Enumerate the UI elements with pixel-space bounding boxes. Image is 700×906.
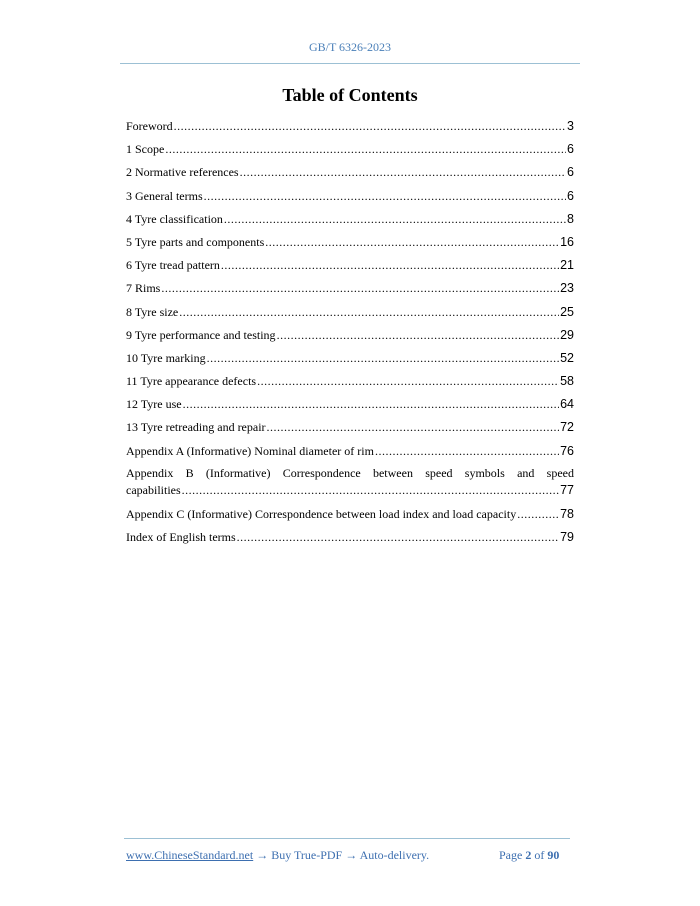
toc-entry[interactable] (126, 140, 574, 163)
toc-leader-dots (265, 233, 559, 251)
toc-entry-page: 79 (560, 530, 574, 544)
toc-entry-page: 64 (560, 397, 574, 412)
toc-entry[interactable] (126, 528, 574, 551)
toc-entry[interactable] (126, 210, 574, 233)
toc-entry-label: Appendix A (Informative) Nominal diameter of rim (126, 443, 374, 458)
toc-leader-dots (257, 372, 559, 390)
toc-leader-dots (161, 279, 559, 297)
toc-entry-label: 12 Tyre use (126, 397, 182, 412)
toc-entry-label: 2 Normative references (126, 165, 239, 180)
toc-leader-dots (237, 528, 559, 546)
buy-pdf-link[interactable]: Buy True-PDF (271, 848, 343, 862)
toc-entry[interactable] (126, 326, 574, 349)
toc-entry-label: 9 Tyre performance and testing (126, 327, 276, 342)
toc-leader-dots (204, 187, 566, 205)
toc-entry-label: 4 Tyre classification (126, 211, 223, 226)
toc-leader-dots (375, 442, 559, 460)
toc-entry[interactable] (126, 303, 574, 326)
toc-entry-page: 78 (560, 506, 574, 521)
toc-entry-label: Appendix C (Informative) Correspondence between load index and load capacity (126, 506, 517, 521)
page-title: Table of Contents (282, 85, 418, 105)
toc-entry-page: 72 (560, 420, 574, 435)
toc-entry-label: 11 Tyre appearance defects (126, 374, 257, 389)
toc-leader-dots (179, 303, 559, 321)
toc-entry-label: 8 Tyre size (126, 304, 179, 319)
toc-entry-page: 58 (560, 374, 574, 389)
page-of-word: of (534, 848, 545, 862)
toc-entry-label: 13 Tyre retreading and repair (126, 420, 266, 435)
toc-leader-dots (240, 163, 566, 181)
toc-entry-continuation (126, 482, 574, 499)
toc-entry[interactable] (126, 372, 574, 395)
toc-entry-page: 3 (567, 119, 574, 133)
toc-entry-page: 23 (560, 281, 574, 296)
toc-entry[interactable] (126, 256, 574, 279)
header-divider (120, 63, 580, 64)
toc-leader-dots (517, 505, 559, 523)
toc-entry[interactable] (126, 442, 574, 465)
toc-leader-dots (267, 418, 560, 436)
delivery-text: Auto-delivery. (359, 848, 430, 862)
toc-entry[interactable] (126, 117, 574, 140)
total-pages-number: 90 (547, 848, 560, 862)
current-page-number: 2 (525, 848, 532, 862)
toc-entry[interactable] (126, 418, 574, 441)
toc-entry-label: Foreword (126, 119, 173, 133)
toc-entry-page: 6 (567, 188, 574, 203)
toc-entry[interactable] (126, 349, 574, 372)
toc-leader-dots (221, 256, 559, 274)
toc-leader-dots (183, 395, 560, 413)
toc-entry-page: 6 (567, 142, 574, 157)
toc-entry-page: 76 (560, 443, 574, 458)
toc-entry[interactable] (126, 505, 574, 528)
toc-entry-label: 3 General terms (126, 188, 203, 203)
document-code: GB/T 6326-2023 (308, 40, 392, 54)
footer-divider (124, 838, 570, 839)
toc-entry-label: 1 Scope (126, 142, 165, 157)
toc-entry-label: Index of English terms (126, 530, 236, 544)
toc-entry[interactable] (126, 465, 574, 505)
toc-leader-dots (174, 117, 566, 135)
toc-entry[interactable] (126, 187, 574, 210)
toc-entry-page: 8 (567, 211, 574, 226)
toc-entry[interactable] (126, 279, 574, 302)
toc-entry[interactable] (126, 163, 574, 186)
toc-entry-page: 16 (560, 234, 574, 249)
toc-leader-dots (182, 482, 559, 499)
toc-entry-page: 52 (560, 350, 574, 365)
toc-entry-page: 25 (560, 304, 574, 319)
toc-entry-label-continued: capabilities (126, 482, 181, 497)
toc-leader-dots (277, 326, 560, 344)
toc-entry-label: 6 Tyre tread pattern (126, 258, 220, 273)
toc-leader-dots (165, 140, 566, 158)
toc-entry-page: 29 (560, 327, 574, 342)
website-link[interactable]: www.ChineseStandard.net (126, 848, 254, 862)
toc-entry-label: 7 Rims (126, 281, 161, 296)
toc-leader-dots (207, 349, 560, 367)
toc-entry[interactable] (126, 233, 574, 256)
page-indicator (499, 848, 559, 863)
toc-entry[interactable] (126, 395, 574, 418)
toc-entry-page: 77 (560, 482, 574, 497)
page-word: Page (499, 848, 523, 862)
toc-entry-label: 5 Tyre parts and components (126, 234, 265, 249)
toc-entry-label: Appendix B (Informative) Correspondence between speed symbols and speed (126, 465, 574, 480)
table-of-contents (126, 117, 574, 551)
footer-promo (126, 848, 429, 863)
arrow-right-icon: → (256, 848, 269, 862)
toc-entry-page: 21 (560, 258, 574, 273)
arrow-right-icon: → (345, 848, 358, 862)
toc-leader-dots (224, 210, 566, 228)
toc-entry-page: 6 (567, 165, 574, 180)
toc-entry-label: 10 Tyre marking (126, 350, 206, 365)
